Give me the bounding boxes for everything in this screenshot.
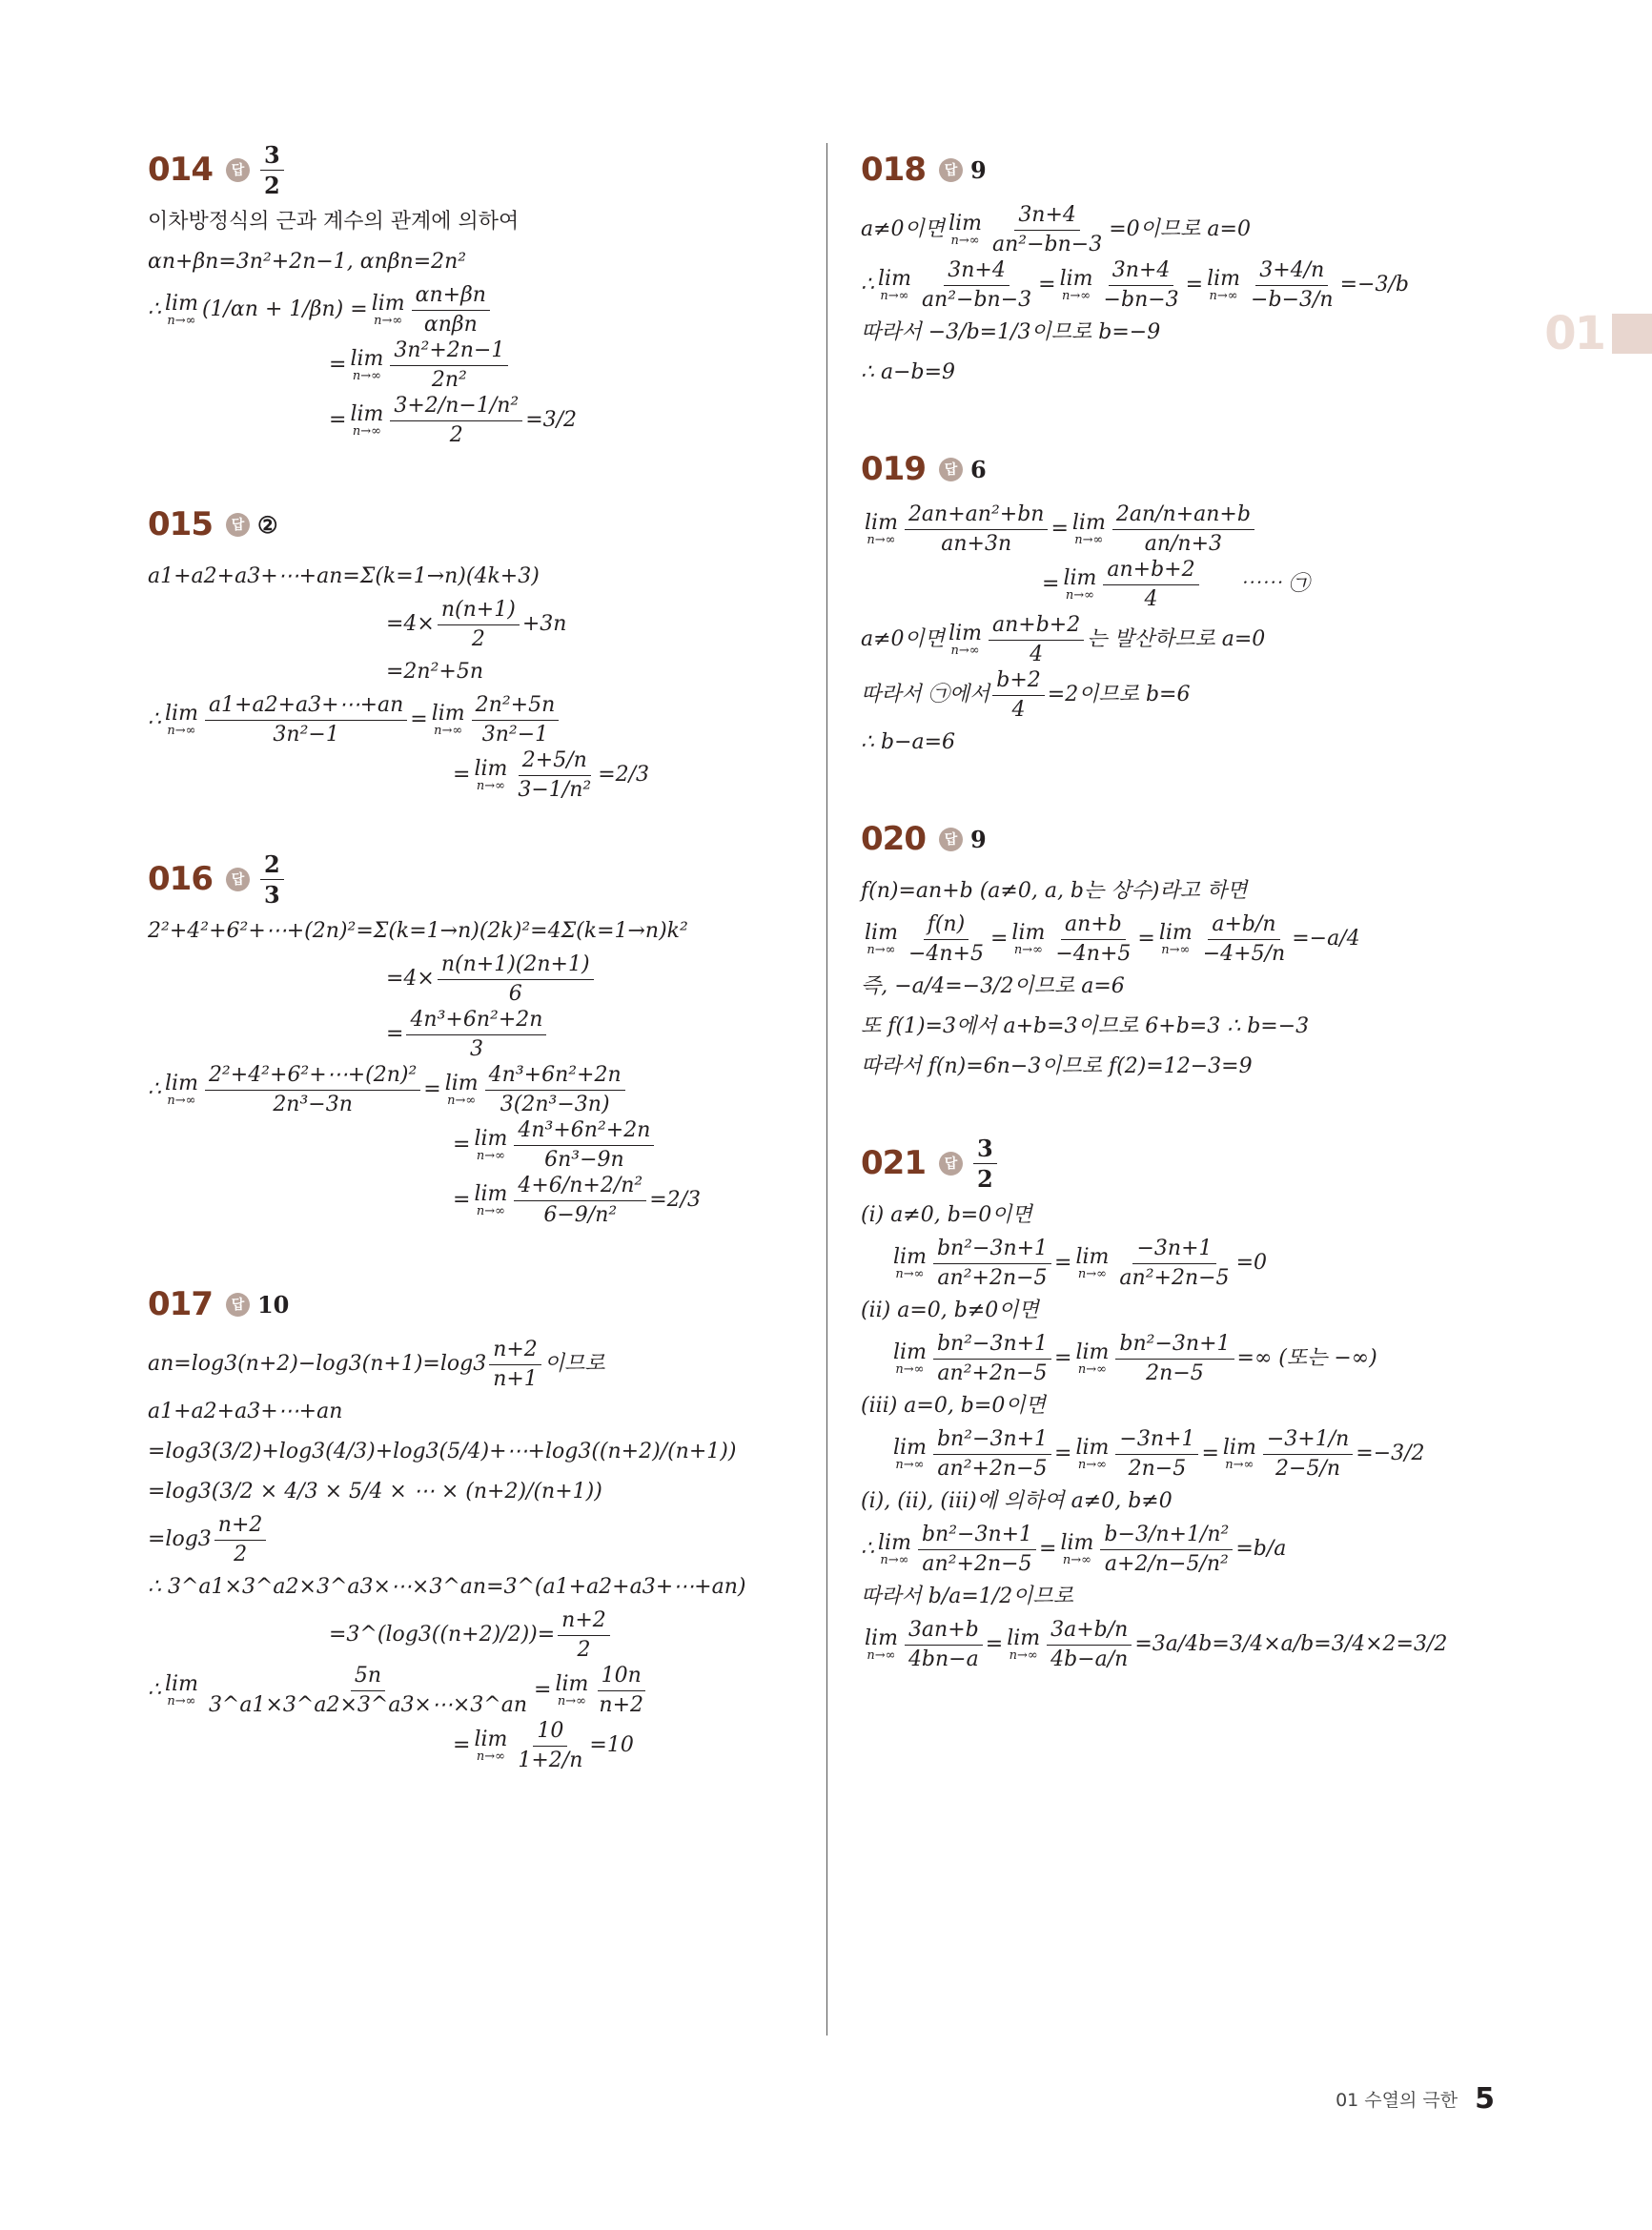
limit-operator: lim n→∞ <box>1063 565 1097 603</box>
solution-line: (ⅱ) a=0, b≠0이면 <box>861 1299 1039 1323</box>
limit-operator: lim n→∞ <box>1075 1244 1110 1281</box>
limit-operator: lim n→∞ <box>555 1671 589 1708</box>
solution-line: (ⅲ) a=0, b=0이면 <box>861 1394 1046 1419</box>
problem-number: 014 <box>148 151 213 189</box>
solution-line: ∴ b−a=6 <box>861 730 956 755</box>
fraction: $\frac{-3n+1}{\text{an²+2n−5}}$ <box>1119 1237 1230 1290</box>
answer-badge: 답 <box>939 1152 963 1176</box>
problem-header <box>861 143 1547 196</box>
fraction: $\frac{3a+b/n}{4b-a/n}$ <box>1047 1617 1132 1672</box>
answer-value: 9 <box>969 155 987 184</box>
limit-operator: lim n→∞ <box>474 1181 508 1218</box>
limit-operator: lim n→∞ <box>865 1626 898 1663</box>
answer-badge: 답 <box>939 458 963 481</box>
solution-line: =log3(3/2)+log3(4/3)+log3(5/4)+⋯+log3((n+2)/(n+1)) <box>148 1440 737 1464</box>
problem-020 <box>861 812 1547 1087</box>
answer-value: $\frac{3}{2}$ <box>260 141 284 199</box>
answer-value: 6 <box>969 455 987 483</box>
limit-operator: lim n→∞ <box>474 1727 508 1764</box>
answer-badge: 답 <box>939 828 963 851</box>
answer-value: $\frac{2}{3}$ <box>260 850 284 909</box>
page-footer <box>1336 2082 1495 2116</box>
fraction: $\frac{\text{4n³+6n²+2n}}{\text{3(2n³−3n)}}$ <box>485 1062 625 1117</box>
limit-operator: lim n→∞ <box>1059 266 1093 303</box>
solution-line: = lim n→∞ $\frac{an+b+2}{4}$ ⋯⋯ ㉠ <box>1042 558 1310 611</box>
limit-operator: lim n→∞ <box>350 346 384 383</box>
chapter-tab-bar <box>1612 314 1652 354</box>
fraction: $\frac{\text{4n³+6n²+2n}}{3}$ <box>406 1007 546 1062</box>
solution-line: 2²+4²+6²+⋯+(2n)²=Σ(k=1→n)(2k)²=4Σ(k=1→n)k² <box>148 919 688 944</box>
problem-header <box>861 812 1547 866</box>
limit-operator: lim n→∞ <box>165 1071 198 1108</box>
solution-line: ∴ lim n→∞ $\frac{3n+4}{\text{an²−bn−3}}$ = lim n→∞ $\frac{3n+4}{-bn-3}$ = lim n→∞ $\frac{3+4/n}{-b-3/n}$ =−3/b <box>861 258 1409 312</box>
limit-operator: lim n→∞ <box>1011 920 1046 957</box>
limit-operator: lim n→∞ <box>165 701 198 738</box>
solution-line: = lim n→∞ $\frac{\text{4n³+6n²+2n}}{\text{6n³−9n}}$ <box>148 1117 815 1173</box>
limit-operator: lim n→∞ <box>1158 920 1193 957</box>
solution-line: 따라서 −3/b=1/3이므로 b=−9 <box>861 320 1161 345</box>
fraction: $\frac{2+5/n}{\text{3−1/n²}}$ <box>518 748 592 802</box>
limit-operator: lim n→∞ <box>948 621 982 658</box>
problem-header <box>148 140 815 199</box>
limit-operator: lim n→∞ <box>1060 1530 1094 1567</box>
fraction: $\frac{an+b+2}{4}$ <box>989 612 1084 667</box>
problem-number: 020 <box>861 820 926 858</box>
fraction: $\frac{n+2}{2}$ <box>214 1512 267 1567</box>
limit-operator: lim n→∞ <box>1071 510 1106 547</box>
chapter-side-tab <box>1544 307 1652 360</box>
answer-badge: 답 <box>226 868 250 891</box>
problem-018 <box>861 143 1547 393</box>
fraction: $\frac{a+b/n}{-4+5/n}$ <box>1202 912 1286 966</box>
fraction: $\frac{-3n+1}{2n-5}$ <box>1115 1426 1198 1482</box>
answer-badge: 답 <box>226 1293 250 1317</box>
solution-line: lim n→∞ $\frac{\text{bn²−3n+1}}{\text{an²+2n−5}}$ = lim n→∞ $\frac{-3n+1}{2n-5}$ = lim n→∞ $\frac{-3+1/n}{2-5/n}$ =−3/2 <box>893 1427 1425 1481</box>
solution-line: ∴ lim n→∞ $\frac{\text{bn²−3n+1}}{\text{an²+2n−5}}$ = lim n→∞ $\frac{\text{b−3/n+1/n²}}{\text{a+2/n−5/n²}}$ =b/a <box>861 1523 1287 1576</box>
fraction: $\frac{f(n)}{-4n+5}$ <box>908 912 984 966</box>
solution-line: =4× $\frac{n(n+1)(2n+1)}{6}$ <box>148 951 815 1007</box>
limit-operator: lim n→∞ <box>444 1071 479 1108</box>
fraction: $\frac{\text{bn²−3n+1}}{\text{an²+2n−5}}$ <box>918 1522 1036 1577</box>
answer-badge: 답 <box>226 513 250 537</box>
limit-operator: lim n→∞ <box>1075 1435 1110 1472</box>
solution-line: a≠0이면 lim n→∞ $\frac{an+b+2}{4}$ 는 발산하므로 a=0 <box>861 613 1266 666</box>
solution-line: αn+βn=3n²+2n−1, αnβn=2n² <box>148 250 467 275</box>
chapter-title: 01 수열의 극한 <box>1336 2090 1458 2111</box>
problem-number: 015 <box>148 505 213 543</box>
solution-line: lim n→∞ $\frac{f(n)}{-4n+5}$ = lim n→∞ $\frac{an+b}{-4n+5}$ = lim n→∞ $\frac{a+b/n}{-4+5/n}$ =−a/4 <box>865 912 1360 966</box>
fraction: $\frac{5n}{3\^{}a1\times 3\^{}a2\times 3\^{}a3\times\cdots\times 3\^{}an}$ <box>208 1664 528 1717</box>
answer-value: 10 <box>256 1290 290 1319</box>
page-number: 5 <box>1475 2082 1495 2116</box>
limit-operator: lim n→∞ <box>350 401 384 439</box>
fraction: $\frac{\text{2²+4²+6²+⋯+(2n)²}}{\text{2n³−3n}}$ <box>205 1062 420 1117</box>
solution-line: = $\frac{\text{4n³+6n²+2n}}{3}$ <box>148 1007 815 1062</box>
fraction: $\frac{\alpha n+\beta n}{\text{αnβn}}$ <box>412 282 490 338</box>
limit-operator: lim n→∞ <box>865 510 898 547</box>
solution-line: ∴ lim n→∞ $\frac{a1+a2+a3+\cdots+an}{\text{3n²−1}}$ = lim n→∞ $\frac{\text{2n²+5n}}{\text{3n²−1}}$ <box>148 692 815 747</box>
fraction: $\frac{\text{2n²+5n}}{\text{3n²−1}}$ <box>472 692 560 747</box>
solution-line: (ⅰ) a≠0, b=0이면 <box>861 1203 1032 1228</box>
fraction: $\frac{3an+b}{4bn-a}$ <box>905 1617 983 1672</box>
problem-number: 019 <box>861 450 926 488</box>
fraction: $\frac{-3+1/n}{2-5/n}$ <box>1263 1426 1353 1482</box>
limit-operator: lim n→∞ <box>878 266 911 303</box>
fraction: $\frac{n(n+1)(2n+1)}{6}$ <box>438 951 594 1007</box>
solution-line: = lim n→∞ $\frac{10}{1+2/n}$ =10 <box>453 1719 634 1772</box>
solution-line: 이차방정식의 근과 계수의 관계에 의하여 <box>148 210 520 235</box>
fraction: $\frac{3+4/n}{-b-3/n}$ <box>1251 258 1334 312</box>
problem-number: 017 <box>148 1285 213 1323</box>
solution-line: 따라서 ㉠에서 $\frac{b+2}{4}$ =2이므로 b=6 <box>861 668 1191 722</box>
solution-line: a1+a2+a3+⋯+an <box>148 1400 343 1424</box>
fraction: $\frac{10}{1+2/n}$ <box>518 1719 583 1772</box>
solution-line: 따라서 b/a=1/2이므로 <box>861 1585 1073 1609</box>
fraction: $\frac{\text{bn²−3n+1}}{\text{an²+2n−5}}$ <box>933 1331 1051 1386</box>
fraction: $\frac{2an/n+an+b}{an/n+3}$ <box>1112 501 1254 557</box>
problem-015 <box>148 498 815 803</box>
solution-line: lim n→∞ $\frac{\text{bn²−3n+1}}{\text{an²+2n−5}}$ = lim n→∞ $\frac{\text{bn²−3n+1}}{2n-5}$ =∞ (또는 −∞) <box>893 1332 1377 1385</box>
solution-line: a1+a2+a3+⋯+an=Σ(k=1→n)(4k+3) <box>148 564 540 589</box>
problem-header <box>861 442 1547 496</box>
fraction: $\frac{b+2}{4}$ <box>992 667 1045 723</box>
problem-number: 016 <box>148 860 213 898</box>
solution-line: f(n)=an+b (a≠0, a, b는 상수)라고 하면 <box>861 879 1248 904</box>
solution-line: = lim n→∞ $\frac{\text{4+6/n+2/n²}}{\text{6−9/n²}}$ =2/3 <box>453 1174 702 1227</box>
problem-019 <box>861 442 1547 763</box>
solution-line: = lim n→∞ $\frac{2+5/n}{\text{3−1/n²}}$ =2/3 <box>453 748 650 802</box>
fraction: $\frac{\text{bn²−3n+1}}{2n-5}$ <box>1115 1331 1234 1386</box>
left-column <box>148 140 815 1823</box>
limit-operator: lim n→∞ <box>865 920 898 957</box>
solution-line: ∴ lim n→∞ $\frac{\text{2²+4²+6²+⋯+(2n)²}}{\text{2n³−3n}}$ = lim n→∞ $\frac{\text{4n³+6n²+2n}}{\text{3(2n³−3n)}}$ <box>148 1062 815 1117</box>
problem-016 <box>148 849 815 1228</box>
fraction: $\frac{\text{bn²−3n+1}}{\text{an²+2n−5}}$ <box>933 1426 1051 1482</box>
solution-line: =log3(3/2 × 4/3 × 5/4 × ⋯ × (n+2)/(n+1)) <box>148 1480 602 1504</box>
limit-operator: lim n→∞ <box>1222 1435 1256 1472</box>
limit-operator: lim n→∞ <box>893 1435 927 1472</box>
chapter-number: 01 <box>1544 307 1604 360</box>
limit-operator: lim n→∞ <box>1007 1626 1041 1663</box>
fraction: $\frac{\text{b−3/n+1/n²}}{\text{a+2/n−5/n²}}$ <box>1100 1522 1233 1577</box>
limit-operator: lim n→∞ <box>474 1126 508 1163</box>
answer-value: ② <box>256 510 278 539</box>
problem-header <box>861 1134 1547 1193</box>
fraction: $\frac{n(n+1)}{2}$ <box>438 597 520 652</box>
problem-021 <box>861 1136 1547 1672</box>
fraction: $\frac{\text{4+6/n+2/n²}}{\text{6−9/n²}}$ <box>514 1173 646 1228</box>
fraction: $\frac{\text{3+2/n−1/n²}}{2}$ <box>390 393 522 448</box>
solution-line: =log3 $\frac{n+2}{2}$ <box>148 1512 815 1567</box>
solution-line: =2n²+5n <box>386 660 484 685</box>
limit-operator: lim n→∞ <box>165 291 198 328</box>
column-divider <box>826 143 827 2036</box>
solution-line: 또 f(1)=3에서 a+b=3이므로 6+b=3 ∴ b=−3 <box>861 1014 1310 1039</box>
fraction: $\frac{a1+a2+a3+\cdots+an}{\text{3n²−1}}$ <box>205 692 407 747</box>
solution-line: 따라서 f(n)=6n−3이므로 f(2)=12−3=9 <box>861 1054 1253 1079</box>
solution-line: = lim n→∞ $\frac{\text{3n²+2n−1}}{\text{2n²}}$ <box>148 338 815 393</box>
limit-operator: lim n→∞ <box>371 291 405 328</box>
limit-operator: lim n→∞ <box>1207 266 1241 303</box>
problem-number: 018 <box>861 151 926 189</box>
fraction: $\frac{3n+4}{-bn-3}$ <box>1103 258 1179 312</box>
fraction: $\frac{an+b}{-4n+5}$ <box>1055 912 1132 966</box>
fraction: $\frac{3n+4}{\text{an²−bn−3}}$ <box>921 258 1032 312</box>
limit-operator: lim n→∞ <box>893 1244 927 1281</box>
fraction: $\frac{n+2}{n+1}$ <box>489 1337 541 1392</box>
solution-line: lim n→∞ $\frac{\text{2an+an²+bn}}{an+3n}$ = lim n→∞ $\frac{2an/n+an+b}{an/n+3}$ <box>861 501 1547 557</box>
limit-operator: lim n→∞ <box>431 701 465 738</box>
solution-line: 즉, −a/4=−3/2이므로 a=6 <box>861 974 1125 999</box>
problem-014 <box>148 140 815 448</box>
limit-operator: lim n→∞ <box>948 211 982 248</box>
solution-line: =4× $\frac{n(n+1)}{2}$ +3n <box>386 598 567 651</box>
answer-value: $\frac{3}{2}$ <box>973 1135 997 1193</box>
fraction: $\frac{\text{3n²+2n−1}}{\text{2n²}}$ <box>390 338 508 393</box>
limit-operator: lim n→∞ <box>878 1530 911 1567</box>
problem-header <box>148 1278 815 1331</box>
answer-badge: 답 <box>226 158 250 182</box>
limit-operator: lim n→∞ <box>1075 1340 1110 1377</box>
solution-line: =3^(log3((n+2)/2))= $\frac{n+2}{2}$ <box>148 1607 815 1663</box>
fraction: $\frac{an+b+2}{4}$ <box>1103 557 1198 612</box>
fraction: $\frac{3n+4}{\text{an²−bn−3}}$ <box>992 203 1103 256</box>
limit-operator: lim n→∞ <box>474 756 508 793</box>
solution-line: = lim n→∞ $\frac{\text{3+2/n−1/n²}}{2}$ =3/2 <box>329 394 578 447</box>
fraction: $\frac{\text{4n³+6n²+2n}}{\text{6n³−9n}}$ <box>514 1117 654 1173</box>
problem-header <box>148 849 815 909</box>
solution-line: (ⅰ), (ⅱ), (ⅲ)에 의하여 a≠0, b≠0 <box>861 1489 1173 1514</box>
limit-operator: lim n→∞ <box>893 1340 927 1377</box>
fraction: $\frac{\text{bn²−3n+1}}{\text{an²+2n−5}}$ <box>933 1236 1051 1291</box>
right-column <box>861 143 1547 1722</box>
fraction: $\frac{\text{2an+an²+bn}}{an+3n}$ <box>905 501 1049 557</box>
solution-line: ∴ lim n→∞ (1/αn + 1/βn) = lim n→∞ $\frac{\alpha n+\beta n}{\text{αnβn}}$ <box>148 282 815 338</box>
fraction: $\frac{10n}{n+2}$ <box>599 1664 644 1717</box>
problem-header <box>148 498 815 551</box>
solution-line: lim n→∞ $\frac{3an+b}{4bn-a}$ = lim n→∞ $\frac{3a+b/n}{4b-a/n}$ =3a/4b=3/4×a/b=3/4×2=3/2 <box>865 1618 1448 1671</box>
solution-line: ∴ 3^a1×3^a2×3^a3×⋯×3^an=3^(a1+a2+a3+⋯+an) <box>148 1575 746 1600</box>
limit-operator: lim n→∞ <box>165 1671 198 1708</box>
problem-017 <box>148 1278 815 1773</box>
solution-line: lim n→∞ $\frac{\text{bn²−3n+1}}{\text{an²+2n−5}}$ = lim n→∞ $\frac{-3n+1}{\text{an²+2n−5}}$ =0 <box>893 1237 1267 1290</box>
solution-line: a≠0이면 lim n→∞ $\frac{3n+4}{\text{an²−bn−3}}$ =0이므로 a=0 <box>861 203 1251 256</box>
fraction: $\frac{n+2}{2}$ <box>558 1607 610 1663</box>
problem-number: 021 <box>861 1144 926 1182</box>
answer-badge: 답 <box>939 158 963 182</box>
solution-line: an=log3(n+2)−log3(n+1)=log3 $\frac{n+2}{n+1}$ 이므로 <box>148 1338 605 1391</box>
solution-line: ∴ lim n→∞ $\frac{5n}{3\^{}a1\times 3\^{}a2\times 3\^{}a3\times\cdots\times 3\^{}an}$ = lim n→∞ $\frac{10n}{n+2}$ <box>148 1663 815 1718</box>
solution-line: ∴ a−b=9 <box>861 360 956 385</box>
answer-value: 9 <box>969 825 987 853</box>
